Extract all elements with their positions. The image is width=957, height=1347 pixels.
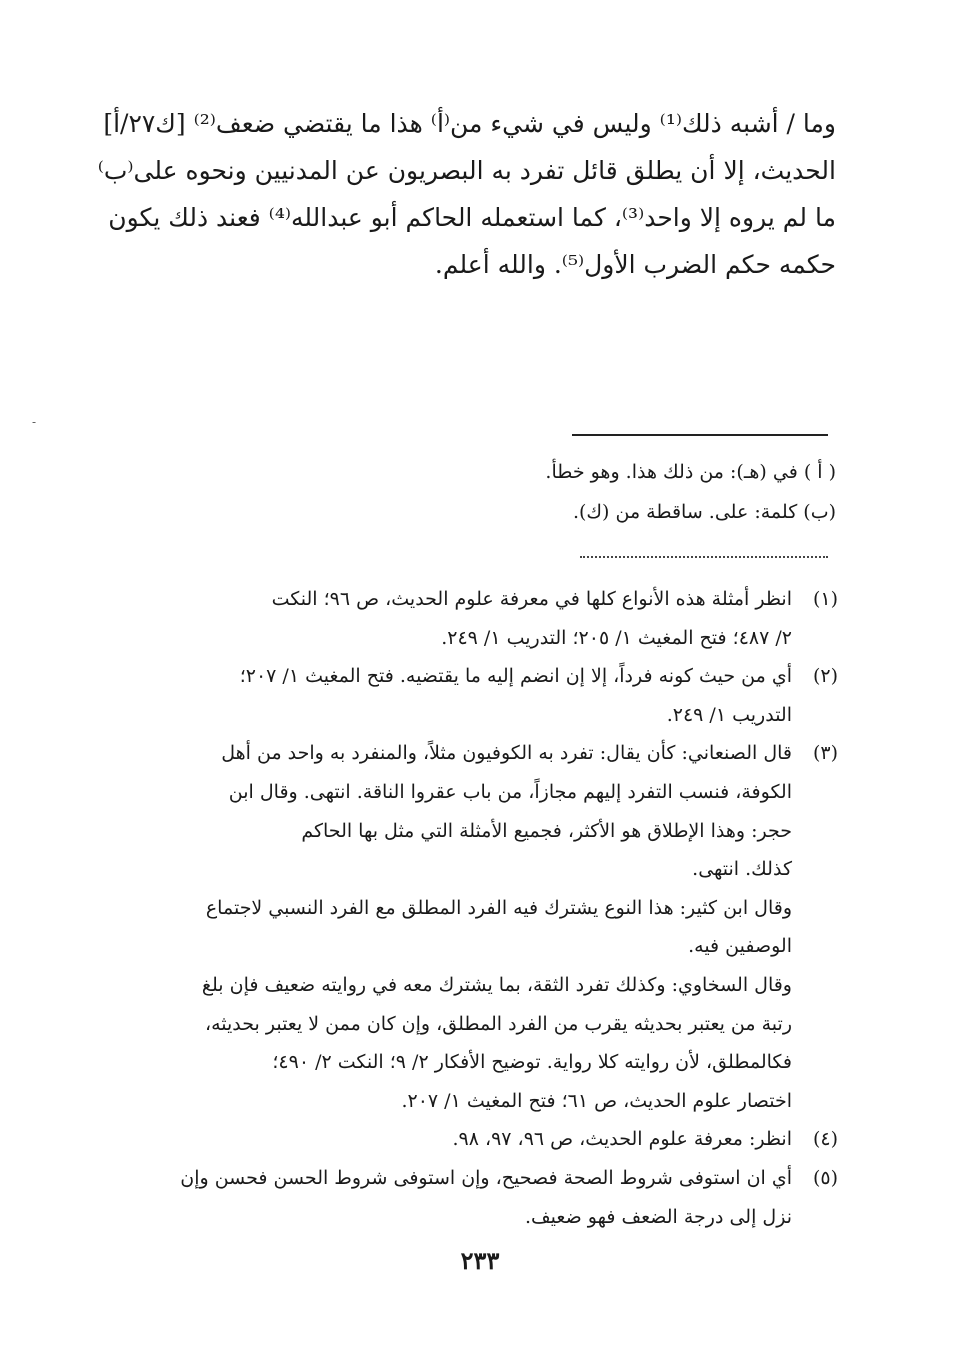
footnotes-block — [128, 580, 838, 1236]
main-text-line: ما لم يروه إلا واحد⁽³⁾، كما استعمله الحاكم أبو عبدالله⁽⁴⁾ فعند ذلك يكون — [108, 203, 836, 232]
footnote-4 — [128, 1120, 838, 1159]
footnote-3 — [128, 734, 838, 1120]
footnote-line: اختصار علوم الحديث، ص ٦١؛ فتح المغيث ١/ ٢٠٧. — [401, 1089, 792, 1112]
footnote-line: فكالمطلق، لأن روايته كلا رواية. توضيح الأفكار ٢/ ٩؛ النكت ٢/ ٤٩٠؛ — [272, 1051, 792, 1074]
footnote-body — [128, 1159, 792, 1236]
footnote-separator-line — [572, 434, 828, 436]
footnote-line: التدريب ١/ ٢٤٩. — [666, 703, 792, 726]
variant-note: (ب) كلمة: على. ساقطة من (ك). — [572, 501, 836, 523]
footnote-2 — [128, 657, 838, 734]
dotted-separator-line — [580, 556, 828, 558]
footnote-number: (٤) — [812, 1128, 838, 1151]
variant-notes-block — [380, 452, 836, 532]
footnote-body — [128, 657, 792, 734]
footnote-line: كذلك. انتهى. — [692, 858, 792, 881]
footnote-line: وقال ابن كثير: هذا النوع يشترك فيه الفرد المطلق مع الفرد النسبي لاجتماع — [205, 896, 792, 919]
variant-note: ( أ ) في (هـ): من ذلك هذا. وهو خطأ. — [545, 461, 836, 483]
footnote-line: الوصفين فيه. — [688, 935, 792, 958]
footnote-line: انظر: معرفة علوم الحديث، ص ٩٦، ٩٧، ٩٨. — [452, 1128, 792, 1151]
footnote-number: (٥) — [812, 1166, 838, 1189]
footnote-line: انظر أمثلة هذه الأنواع كلها في معرفة علوم الحديث، ص ٩٦؛ النكت — [271, 588, 792, 610]
footnote-line: الكوفة، فنسب التفرد إليهم مجازاً، من باب عقروا الناقة. انتهى. وقال ابن — [228, 780, 792, 803]
main-text-line: حكمه حكم الضرب الأول⁽⁵⁾. والله أعلم. — [434, 250, 836, 279]
footnote-5 — [128, 1159, 838, 1236]
main-text-line: الحديث، إلا أن يطلق قائل تفرد به البصريون عن المدنيين ونحوه على⁽ب⁾ — [97, 156, 836, 185]
footnote-line: قال الصنعاني: كأن يقال: تفرد به الكوفيون مثلاً، والمنفرد به واحد من أهل — [221, 742, 792, 765]
footnote-number: (٢) — [812, 665, 838, 688]
footnote-line: ٢/ ٤٨٧؛ فتح المغيث ١/ ٢٠٥؛ التدريب ١/ ٢٤٩. — [441, 626, 792, 649]
footnote-line: أي من حيث كونه فرداً، إلا إن انضم إليه ما يقتضيه. فتح المغيث ١/ ٢٠٧؛ — [239, 665, 792, 688]
footnote-line: وقال السخاوي: وكذلك تفرد الثقة، بما يشترك معه في روايته ضعيف فإن بلغ — [201, 973, 792, 996]
page-number: ٢٣٣ — [460, 1246, 500, 1275]
footnote-body — [128, 1120, 792, 1159]
footnote-line: نزل إلى درجة الضعف فهو ضعيف. — [524, 1205, 792, 1228]
footnote-number: (١) — [812, 588, 838, 610]
footnote-line: أي ان استوفى شروط الصحة فصحيح، وإن استوفى شروط الحسن فحسن وإن — [180, 1166, 792, 1189]
footnote-line: رتبة من يعتبر بحديثه يقرب من الفرد المطلق، وإن كان ممن لا يعتبر بحديثه، — [204, 1012, 792, 1035]
main-text-block — [97, 100, 836, 288]
footnote-line: حجر: وهذا الإطلاق هو الأكثر، فجميع الأمثلة التي مثل بها الحاكم — [301, 819, 792, 842]
footnote-body — [128, 734, 792, 1120]
footnote-body — [128, 580, 792, 657]
main-text-line: وما / أشبه ذلك⁽¹⁾ وليس في شيء من⁽أ⁾ هذا ما يقتضي ضعف⁽²⁾ [ك٢٧/أ] — [103, 109, 836, 138]
stray-mark: - — [32, 415, 37, 429]
footnote-number: (٣) — [812, 742, 838, 765]
footnote-1 — [128, 580, 838, 657]
